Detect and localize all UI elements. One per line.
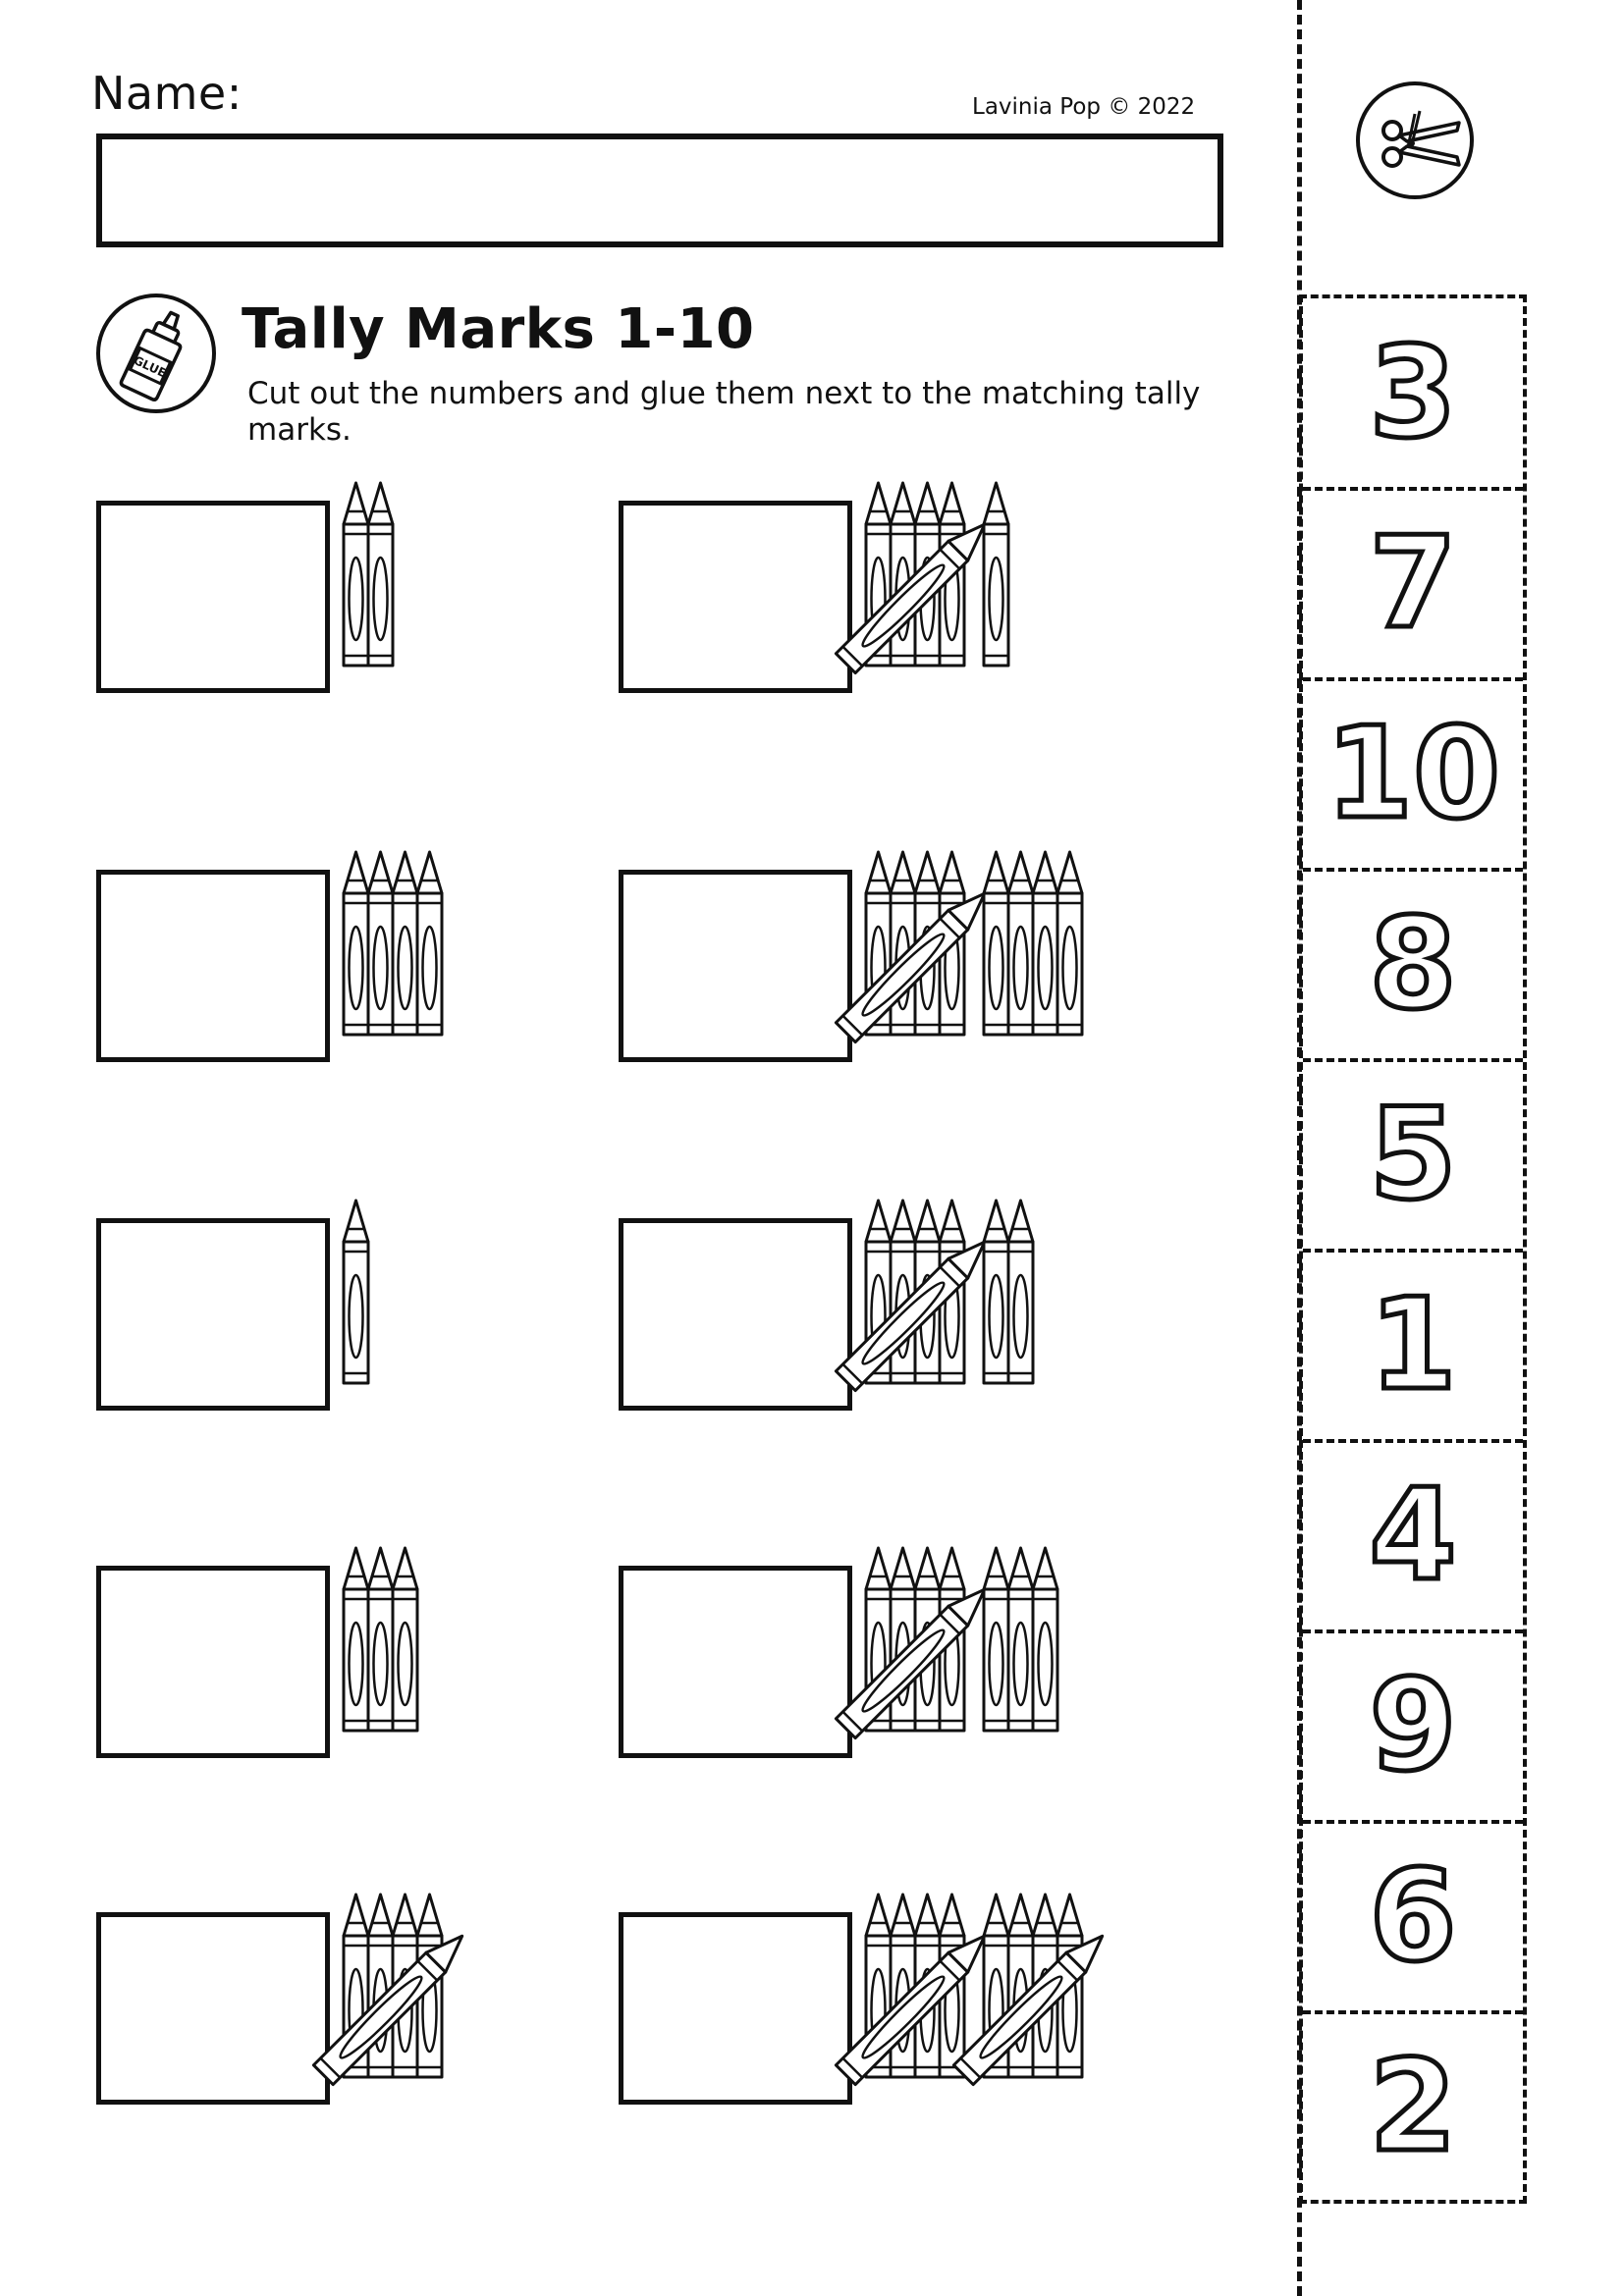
crayon-tally-6 bbox=[866, 483, 1190, 719]
number-cutout[interactable] bbox=[1303, 1822, 1523, 2012]
number-cutout[interactable] bbox=[1303, 870, 1523, 1060]
name-field[interactable] bbox=[96, 133, 1223, 247]
cutout-number: 6 bbox=[1369, 1843, 1457, 1990]
name-label: Name: bbox=[91, 67, 243, 120]
crayon-tally-7 bbox=[866, 1201, 1190, 1436]
cutout-number: 3 bbox=[1369, 320, 1457, 466]
answer-box[interactable] bbox=[619, 1912, 852, 2105]
tally-group bbox=[984, 1548, 1057, 1731]
number-cutout[interactable] bbox=[1303, 679, 1523, 870]
crayon-tally-10 bbox=[866, 1895, 1190, 2130]
tally-group bbox=[344, 852, 442, 1035]
tally-group bbox=[344, 1548, 417, 1731]
cutout-number: 8 bbox=[1369, 891, 1457, 1038]
cutout-number: 5 bbox=[1369, 1082, 1457, 1228]
cutout-number: 1 bbox=[1369, 1272, 1457, 1418]
number-cutout[interactable] bbox=[1303, 1631, 1523, 1822]
answer-box[interactable] bbox=[619, 870, 852, 1062]
tally-group bbox=[836, 1201, 994, 1391]
answer-box[interactable] bbox=[619, 1566, 852, 1758]
tally-group bbox=[344, 483, 393, 666]
number-cutout[interactable] bbox=[1303, 298, 1523, 489]
cutout-number: 2 bbox=[1369, 2034, 1457, 2180]
tally-group bbox=[313, 1895, 471, 2085]
tally-group bbox=[984, 483, 1008, 666]
tally-group bbox=[836, 483, 994, 673]
number-cutout[interactable] bbox=[1303, 1441, 1523, 1631]
scissors-icon bbox=[1353, 79, 1477, 202]
tally-group bbox=[984, 1201, 1033, 1383]
answer-box[interactable] bbox=[96, 501, 330, 693]
cutout-number: 10 bbox=[1325, 701, 1501, 847]
tally-group bbox=[344, 1201, 368, 1383]
crayon-tally-9 bbox=[866, 852, 1190, 1088]
tally-group bbox=[836, 852, 994, 1042]
glue-label: GLUE bbox=[131, 352, 169, 381]
tally-group bbox=[984, 852, 1082, 1035]
page-title: Tally Marks 1-10 bbox=[242, 297, 755, 361]
cutout-number: 4 bbox=[1369, 1463, 1457, 1609]
number-cutout[interactable] bbox=[1303, 1060, 1523, 1251]
answer-box[interactable] bbox=[96, 870, 330, 1062]
answer-box[interactable] bbox=[96, 1912, 330, 2105]
instructions: Cut out the numbers and glue them next to the matching tally marks. bbox=[247, 376, 1201, 448]
number-cutout[interactable] bbox=[1303, 2012, 1523, 2203]
answer-box[interactable] bbox=[619, 501, 852, 693]
copyright-credit: Lavinia Pop © 2022 bbox=[972, 94, 1196, 120]
glue-bottle-icon bbox=[93, 291, 219, 416]
answer-box[interactable] bbox=[96, 1218, 330, 1411]
tally-group bbox=[953, 1895, 1111, 2085]
cutout-number: 9 bbox=[1369, 1653, 1457, 1799]
number-cutout-strip bbox=[1299, 294, 1527, 2204]
crayon-tally-8 bbox=[866, 1548, 1190, 1784]
number-cutout[interactable] bbox=[1303, 1251, 1523, 1441]
tally-group bbox=[836, 1548, 994, 1738]
answer-box[interactable] bbox=[96, 1566, 330, 1758]
cutout-number: 7 bbox=[1369, 510, 1457, 657]
answer-box[interactable] bbox=[619, 1218, 852, 1411]
number-cutout[interactable] bbox=[1303, 489, 1523, 679]
